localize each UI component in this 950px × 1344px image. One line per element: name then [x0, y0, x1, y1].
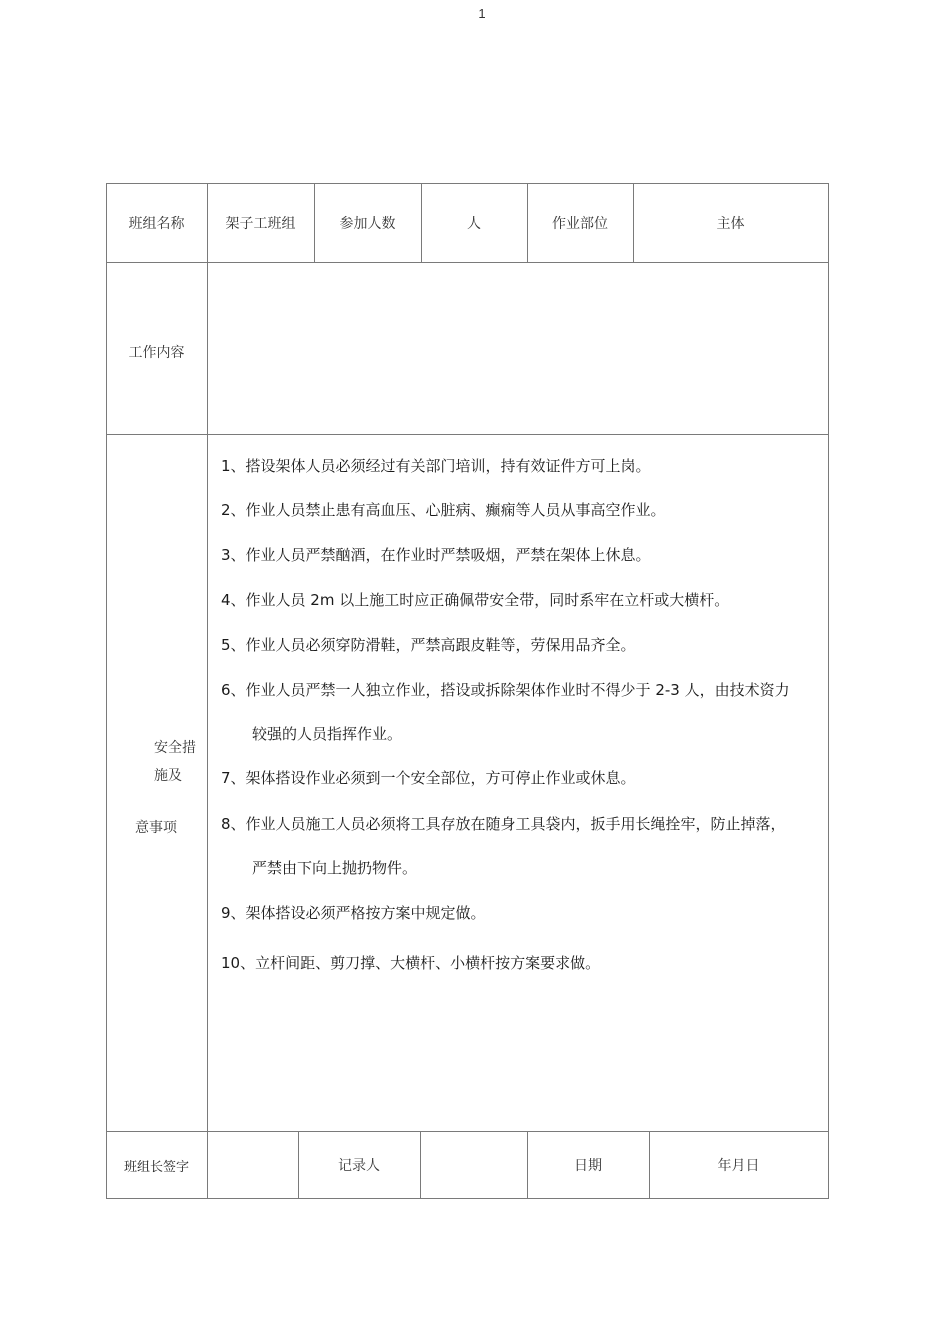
- safety-label-line1: 安全措: [154, 740, 196, 756]
- team-name-label: 班组名称: [128, 216, 185, 232]
- location-label: 作业部位: [552, 216, 608, 232]
- safety-item: 3、作业人员严禁酗酒，在作业时严禁吸烟，严禁在架体上休息。: [221, 546, 651, 564]
- row-divider: [106, 434, 829, 435]
- safety-item-continuation: 较强的人员指挥作业。: [252, 725, 403, 743]
- safety-item: 1、搭设架体人员必须经过有关部门培训，持有效证件方可上岗。: [221, 457, 651, 475]
- location-value[interactable]: 主体: [716, 216, 745, 232]
- team-safety-form: [106, 183, 829, 1199]
- team-name-value[interactable]: 架子工班组: [225, 216, 296, 232]
- leader-sign-label: 班组长签字: [123, 1159, 189, 1175]
- page-number: 1: [478, 6, 486, 21]
- date-field[interactable]: 年月日: [717, 1158, 760, 1174]
- participants-label: 参加人数: [339, 216, 396, 232]
- work-content-label: 工作内容: [128, 344, 185, 361]
- safety-item: 2、作业人员禁止患有高血压、心脏病、癫痫等人员从事高空作业。: [221, 501, 666, 519]
- safety-item: 6、作业人员严禁一人独立作业，搭设或拆除架体作业时不得少于 2-3 人，由技术资力: [221, 681, 790, 699]
- date-label: 日期: [574, 1158, 602, 1174]
- safety-label-line3: 意事项: [135, 820, 177, 836]
- safety-item: 9、架体搭设必须严格按方案中规定做。: [221, 904, 486, 922]
- recorder-field[interactable]: [420, 1132, 527, 1198]
- participants-value[interactable]: 人: [467, 216, 481, 232]
- work-content-value[interactable]: [207, 263, 828, 434]
- table-border-right: [828, 183, 829, 1199]
- safety-label-line2: 施及: [154, 768, 182, 784]
- safety-item: 8、作业人员施工人员必须将工具存放在随身工具袋内，扳手用长绳拴牢，防止掉落，: [221, 815, 786, 833]
- safety-item: 4、作业人员 2m 以上施工时应正确佩带安全带，同时系牢在立杆或大横杆。: [221, 591, 730, 609]
- safety-item: 7、架体搭设作业必须到一个安全部位，方可停止作业或休息。: [221, 769, 636, 787]
- table-border-bottom: [106, 1198, 829, 1199]
- safety-item: 5、作业人员必须穿防滑鞋，严禁高跟皮鞋等，劳保用品齐全。: [221, 636, 636, 654]
- recorder-label: 记录人: [338, 1158, 380, 1174]
- safety-item-continuation: 严禁由下向上抛扔物件。: [252, 859, 418, 877]
- safety-item: 10、立杆间距、剪刀撑、大横杆、小横杆按方案要求做。: [221, 954, 601, 972]
- leader-sign-field[interactable]: [207, 1132, 298, 1198]
